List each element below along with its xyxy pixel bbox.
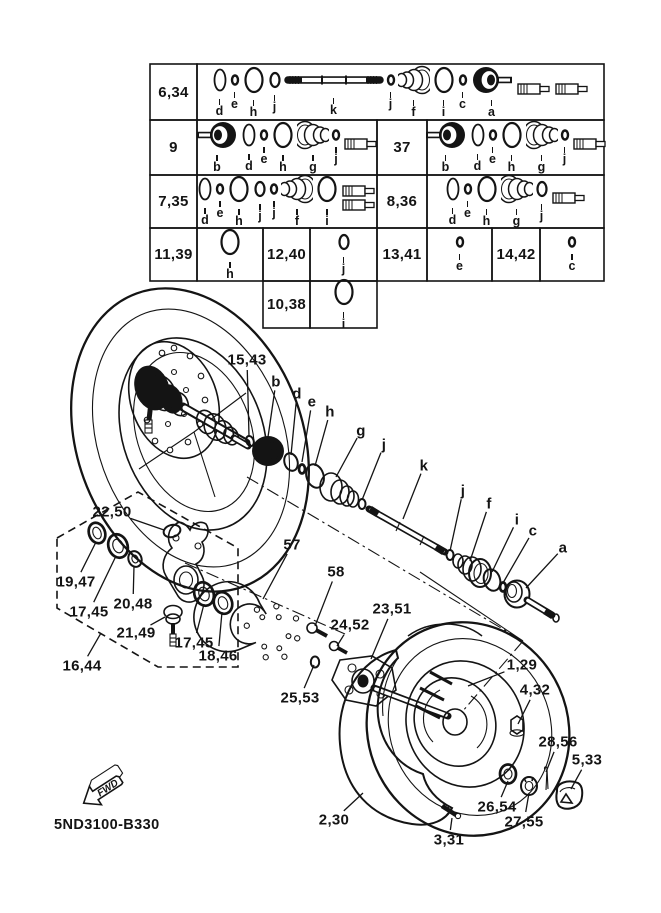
joint-r-icon <box>470 65 514 100</box>
callout-22-50: 22,50 <box>92 503 132 521</box>
ring-lg-icon <box>500 120 524 155</box>
table-cell-parts <box>197 228 263 281</box>
fwd-arrow-label: FWD <box>95 777 121 800</box>
table-cell-parts <box>540 228 604 281</box>
part-item-j <box>535 179 549 224</box>
ring-xs-icon <box>560 128 570 147</box>
table-cell-label-12-40: 12,40 <box>266 246 307 263</box>
part-letter: i <box>325 214 329 229</box>
ring-lg-icon <box>332 277 356 312</box>
ring-md-icon <box>212 66 228 99</box>
shaft-icon <box>284 67 384 98</box>
part-letter: j <box>272 99 277 114</box>
joint-l-icon <box>424 120 468 155</box>
callout-18-46: 18,46 <box>198 647 238 665</box>
part-letter: g <box>512 214 521 229</box>
callout-j: j <box>460 482 466 500</box>
part-letter: d <box>245 159 253 174</box>
ring-md-icon <box>470 121 486 154</box>
part-item-k <box>284 67 384 118</box>
part-item-b <box>424 120 468 175</box>
part-item-e <box>215 182 225 221</box>
part-item <box>551 190 587 213</box>
ring-sm-icon <box>253 179 267 204</box>
part-item-a <box>470 65 514 120</box>
part-letter: d <box>448 213 457 228</box>
boot-r-icon <box>398 65 430 100</box>
part-letter: g <box>537 160 546 175</box>
callout-h: h <box>325 403 335 421</box>
ring-xs-icon <box>215 182 225 201</box>
part-letter: f <box>294 214 300 229</box>
part-item-g <box>501 174 533 229</box>
part-letter: e <box>260 152 268 167</box>
ring-sm-icon <box>268 70 282 95</box>
spline-icon <box>554 81 590 104</box>
ring-xs-icon <box>455 235 465 254</box>
callout-e: e <box>307 393 317 411</box>
part-item-i <box>315 174 339 229</box>
table-cell-parts <box>197 120 377 175</box>
spline-icon <box>551 190 587 213</box>
table-cell-parts <box>427 228 492 281</box>
callout-4-32: 4,32 <box>519 681 551 699</box>
part-item <box>516 81 552 104</box>
table-cell-parts <box>197 175 377 228</box>
table-cell-parts <box>310 281 377 332</box>
ring-lg-icon <box>432 65 456 100</box>
part-item-j <box>331 128 341 167</box>
callout-21-49: 21,49 <box>116 624 156 642</box>
table-cell-parts <box>310 228 377 281</box>
part-item-j <box>268 70 282 115</box>
part-item-e <box>463 182 473 221</box>
part-letter: e <box>464 206 471 221</box>
part-item-e <box>230 73 240 112</box>
callout-20-48: 20,48 <box>113 595 153 613</box>
callout-23-51: 23,51 <box>372 600 412 618</box>
spline-icon <box>516 81 552 104</box>
callout-c: c <box>528 522 538 540</box>
part-item <box>341 184 377 219</box>
callout-17-45: 17,45 <box>69 603 109 621</box>
ring-lg-icon <box>218 227 242 262</box>
boot-l-icon <box>526 120 558 155</box>
part-letter: j <box>258 209 262 224</box>
table-cell-label-37: 37 <box>393 139 411 156</box>
callout-1-29: 1,29 <box>506 656 538 674</box>
table-cell-label-7-35: 7,35 <box>158 193 189 210</box>
part-letter: h <box>249 104 258 119</box>
callout-5-33: 5,33 <box>571 751 603 769</box>
part-letter: h <box>226 267 234 282</box>
spline2-icon <box>341 184 377 219</box>
ring-sm-icon <box>535 179 549 204</box>
ring-xs-icon <box>386 73 396 92</box>
part-letter: j <box>539 209 544 224</box>
ring-lg-icon <box>271 120 295 155</box>
drawing-code: 5ND3100-B330 <box>54 817 160 833</box>
callout-24-52: 24,52 <box>330 616 370 634</box>
part-item-j <box>253 179 267 224</box>
part-item-j <box>560 128 570 167</box>
part-letter: b <box>213 160 221 175</box>
callout-j: j <box>381 436 387 454</box>
part-letter: g <box>309 160 317 175</box>
part-letter: j <box>341 262 346 277</box>
part-letter: d <box>215 103 224 118</box>
boot-l-icon <box>297 120 329 155</box>
callout-k: k <box>419 457 429 475</box>
ring-lg-icon <box>315 174 339 209</box>
part-item-i <box>332 277 356 332</box>
callout-f: f <box>486 495 492 513</box>
table-cell-label-8-36: 8,36 <box>386 193 418 210</box>
part-item-d <box>241 121 257 174</box>
part-letter: h <box>507 160 516 175</box>
spline-icon <box>572 136 608 159</box>
callout-27-55: 27,55 <box>504 813 544 831</box>
table-cell-parts <box>197 64 604 120</box>
part-item-d <box>212 66 228 119</box>
part-item-h <box>242 65 266 120</box>
table-cell-label-14-42: 14,42 <box>496 246 536 263</box>
part-item-h <box>227 174 251 229</box>
part-item-b <box>195 120 239 175</box>
part-letter: e <box>456 259 463 274</box>
table-cell-parts <box>427 120 604 175</box>
ring-md-icon <box>445 175 461 208</box>
part-letter: a <box>488 104 495 119</box>
part-item-e <box>259 128 269 167</box>
callout-16-44: 16,44 <box>62 657 102 675</box>
part-item-c <box>567 235 577 274</box>
table-cell-label-13-41: 13,41 <box>382 246 422 263</box>
part-item-h <box>218 227 242 282</box>
ring-xs-icon <box>567 235 577 254</box>
part-item-j <box>337 232 351 277</box>
ring-xs-icon <box>488 128 498 147</box>
ring-lg-icon <box>227 174 251 209</box>
part-letter: h <box>482 214 491 229</box>
ring-xs-icon <box>269 182 279 201</box>
part-item-e <box>455 235 465 274</box>
part-letter: j <box>334 152 338 167</box>
ring-sm-icon <box>337 232 351 257</box>
callout-58: 58 <box>327 563 345 581</box>
callout-2-30: 2,30 <box>318 811 350 829</box>
part-item-e <box>488 128 498 167</box>
part-letter: j <box>272 206 276 221</box>
ring-md-icon <box>197 175 213 208</box>
callout-19-47: 19,47 <box>56 573 96 591</box>
part-item-f <box>398 65 430 120</box>
part-letter: e <box>216 206 224 221</box>
part-item-h <box>500 120 524 175</box>
spline-icon <box>343 136 379 159</box>
part-letter: e <box>231 96 238 111</box>
part-letter: d <box>201 213 209 228</box>
part-item <box>343 136 379 159</box>
part-item <box>554 81 590 104</box>
callout-d: d <box>292 385 302 403</box>
part-item-d <box>470 121 486 174</box>
boot-r-icon <box>281 174 313 209</box>
ring-lg-icon <box>475 174 499 209</box>
boot-l-icon <box>501 174 533 209</box>
part-letter: c <box>459 96 466 111</box>
part-item-j <box>386 73 396 112</box>
callout-28-56: 28,56 <box>538 733 578 751</box>
part-item-i <box>432 65 456 120</box>
callout-3-31: 3,31 <box>433 831 465 849</box>
part-letter: f <box>411 104 416 119</box>
part-item-d <box>197 175 213 228</box>
callout-b: b <box>271 373 281 391</box>
part-letter: i <box>341 317 346 332</box>
part-item-h <box>475 174 499 229</box>
table-cell-label-9: 9 <box>169 139 178 156</box>
callout-17-45: 17,45 <box>174 634 214 652</box>
ring-xs-icon <box>259 128 269 147</box>
table-cell-label-11-39: 11,39 <box>154 246 193 263</box>
part-item-g <box>297 120 329 175</box>
part-letter: c <box>568 259 576 274</box>
part-item-j <box>269 182 279 221</box>
part-letter: h <box>279 160 287 175</box>
part-letter: j <box>562 152 567 167</box>
callout-57: 57 <box>283 536 301 554</box>
callout-15-43: 15,43 <box>227 351 267 369</box>
part-item <box>572 136 608 159</box>
ring-xs-icon <box>458 73 468 92</box>
callout-g: g <box>356 422 366 440</box>
callout-25-53: 25,53 <box>280 689 320 707</box>
callout-a: a <box>558 539 568 557</box>
part-item-h <box>271 120 295 175</box>
part-item-g <box>526 120 558 175</box>
part-item-f <box>281 174 313 229</box>
part-letter: b <box>441 160 450 175</box>
part-letter: h <box>235 214 243 229</box>
table-cell-label-10-38: 10,38 <box>266 296 307 313</box>
part-letter: j <box>388 96 393 111</box>
ring-xs-icon <box>463 182 473 201</box>
ring-xs-icon <box>331 128 341 147</box>
ring-xs-icon <box>230 73 240 92</box>
ring-lg-icon <box>242 65 266 100</box>
callout-26-54: 26,54 <box>477 798 517 816</box>
callout-i: i <box>514 511 520 529</box>
part-letter: d <box>473 159 482 174</box>
part-letter: e <box>489 152 496 167</box>
part-letter: k <box>330 102 337 117</box>
table-cell-parts <box>427 175 604 228</box>
joint-l-icon <box>195 120 239 155</box>
part-letter: i <box>441 104 446 119</box>
ring-md-icon <box>241 121 257 154</box>
part-item-d <box>445 175 461 228</box>
table-cell-label-6-34: 6,34 <box>158 83 189 101</box>
part-item-c <box>458 73 468 112</box>
